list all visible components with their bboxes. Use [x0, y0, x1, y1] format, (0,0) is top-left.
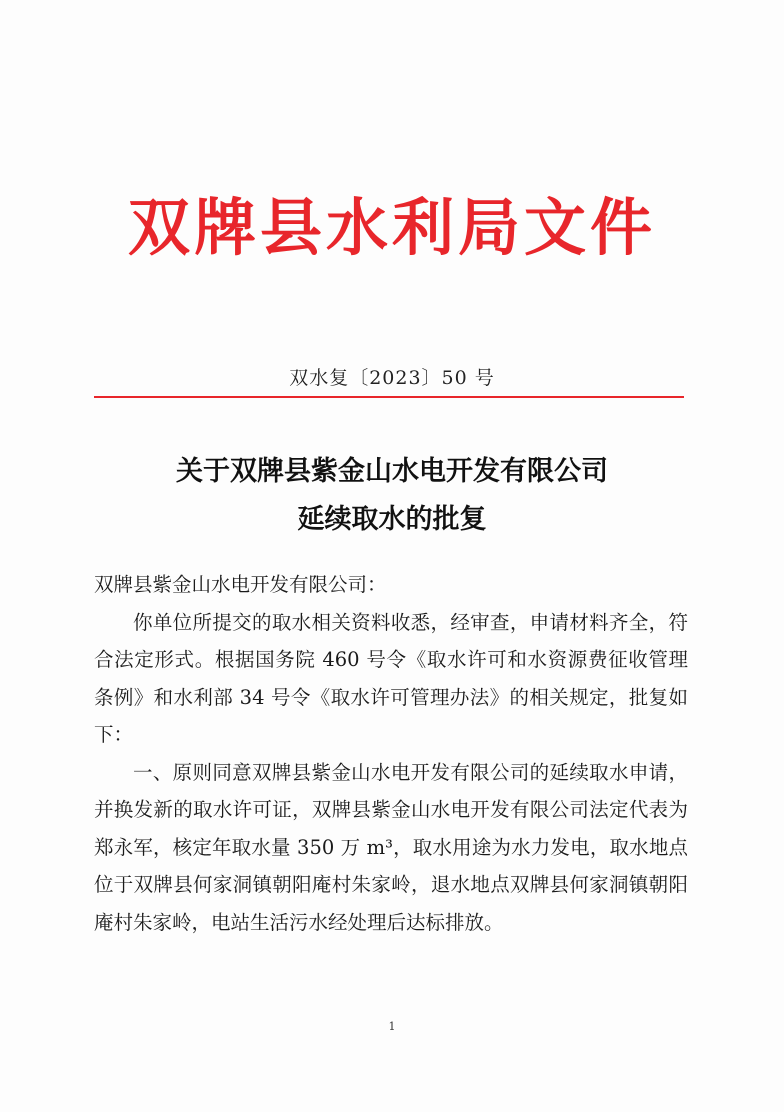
document-title-line-2: 延续取水的批复 [297, 504, 487, 535]
salutation: 双牌县紫金山水电开发有限公司： [94, 573, 387, 596]
page-number: 1 [388, 1020, 396, 1033]
document-body [94, 566, 688, 941]
document-number: 双水复〔2023〕50 号 [289, 367, 495, 389]
document-title-line-1: 关于双牌县紫金山水电开发有限公司 [176, 456, 608, 487]
body-paragraph-2: 一、原则同意双牌县紫金山水电开发有限公司的延续取水申请，并换发新的取水许可证，双牌县紫金山水电开发有限公司法定代表为郑永军，核定年取水量 350 万 m³，取水用途为水力发电，取水地点位于双牌县何家洞镇朝阳庵村朱家岭，退水地点双牌县何家洞镇朝阳庵村朱家岭，电站生活污水经处理后达标排放。 [94, 760, 688, 934]
red-divider-line [94, 396, 684, 398]
body-paragraph-1: 你单位所提交的取水相关资料收悉，经审查，申请材料齐全，符合法定形式。根据国务院 460 号令《取水许可和水资源费征收管理条例》和水利部 34 号令《取水许可管理办法》的相关规定，批复如下： [94, 610, 688, 746]
document-title [0, 448, 784, 544]
masthead-title: 双牌县水利局文件 [127, 191, 656, 264]
